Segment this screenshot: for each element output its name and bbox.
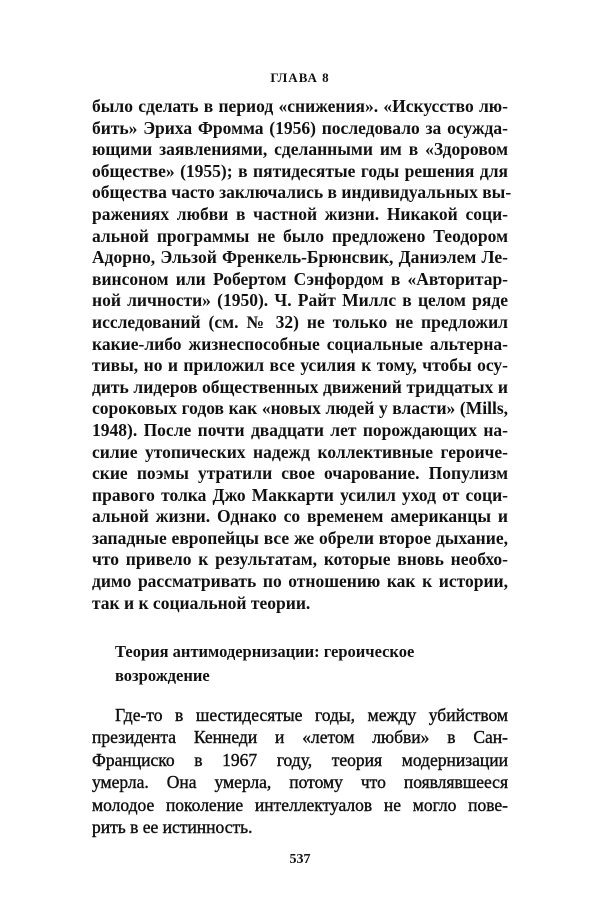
text-line: тивы, но и приложил все усилия к тому, чтобы осу- (92, 355, 508, 376)
text-line: общества часто заключались в индивидуальных вы- (92, 182, 512, 203)
text-line: западные европейцы все же обрели второе дыхание, (92, 527, 508, 548)
text-line: так и к социальной теории. (92, 592, 311, 613)
text-line: бить» Эриха Фромма (1956) последовало за осужда- (92, 117, 508, 138)
text-line: ющими заявлениями, сделанными им в «Здоровом (92, 139, 508, 160)
text-line: дить лидеров общественных движений тридцатых и (92, 376, 508, 397)
text-line: что привело к результатам, которые вновь необхо- (92, 549, 508, 570)
text-line: Адорно, Эльзой Френкель-Брюнсвик, Даниэлем Ле- (92, 247, 508, 268)
text-line: альной программы не было предложено Теодором (92, 225, 508, 246)
text-line: было сделать в период «снижения». «Искусство лю- (92, 96, 508, 116)
text-line: ражениях любви в частной жизни. Никакой соци- (92, 203, 508, 224)
paragraph-new (92, 704, 508, 838)
page-number: 537 (289, 852, 311, 867)
text-line: винсоном или Робертом Сэнфордом в «Авторитар- (92, 268, 508, 289)
text-line: Где-то в шестидесятые годы, между убийством (115, 705, 508, 725)
paragraph-continued (92, 96, 512, 614)
section-heading (92, 640, 508, 688)
text-line: Теория антимодернизации: героическое (115, 642, 415, 661)
text-line: умерла. Она умерла, потому что появлявшееся (92, 772, 508, 793)
text-line: молодое поколение интеллектуалов не могло пове- (92, 794, 508, 815)
text-line: ские поэмы утратили свое очарование. Популизм (92, 463, 508, 484)
text-line: 1948). После почти двадцати лет порождающих на- (92, 419, 508, 440)
text-line: силие утопических надежд коллективные героиче- (92, 441, 508, 462)
text-line: президента Кеннеди и «летом любви» в Сан- (92, 727, 508, 748)
text-line: димо рассматривать по отношению как к истории, (92, 571, 508, 592)
text-line: исследований (см. № 32) не только не предложил (92, 311, 508, 332)
text-line: обществе» (1955); в пятидесятые годы решения для (92, 160, 508, 181)
text-line: возрождение (115, 666, 210, 685)
text-line: Франциско в 1967 году, теория модернизации (92, 749, 508, 770)
text-line: правого толка Джо Маккарти усилил уход от соци- (92, 484, 508, 505)
running-header: ГЛАВА 8 (270, 70, 330, 85)
text-line: ной личности» (1950). Ч. Райт Миллс в целом ряде (92, 290, 508, 311)
text-line: рить в ее истинность. (92, 816, 253, 837)
text-line: какие-либо жизнеспособные социальные альтерна- (92, 333, 508, 354)
text-line: альной жизни. Однако со временем американцы и (92, 506, 508, 527)
text-line: сороковых годов как «новых людей у власти» (Mills, (92, 398, 508, 419)
